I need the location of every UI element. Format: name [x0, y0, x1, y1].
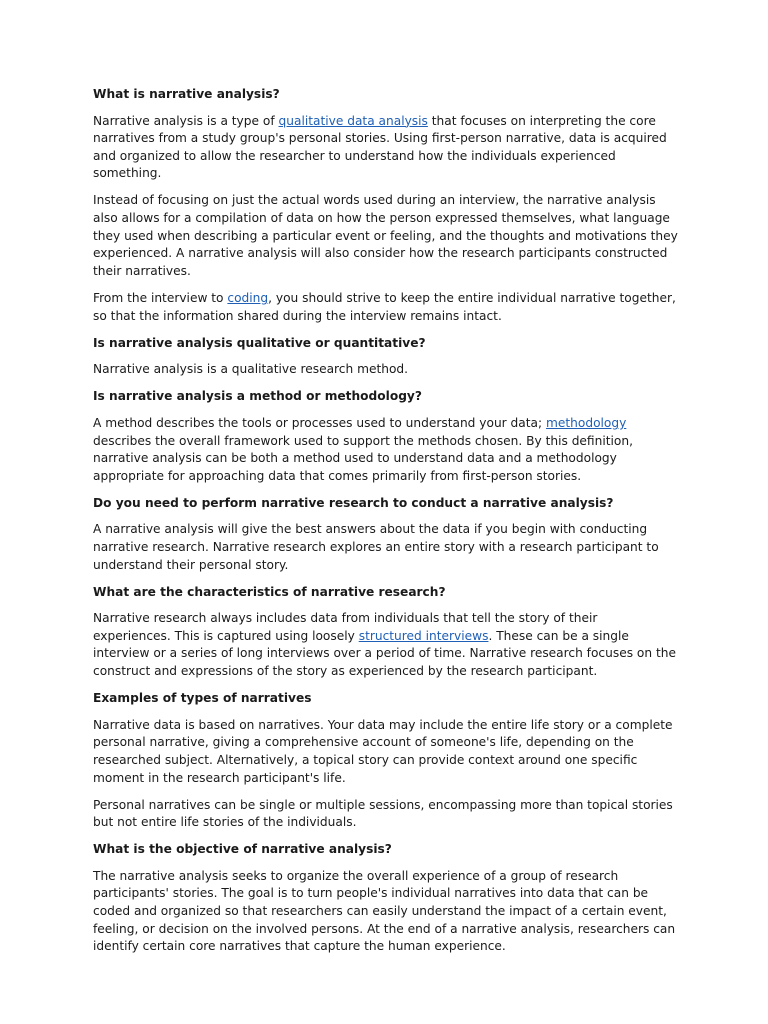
paragraph-qualitative-method: Narrative analysis is a qualitative research method. [93, 362, 409, 377]
heading-need-narrative-research: Do you need to perform narrative research to conduct a narrative analysis? [93, 495, 614, 510]
paragraph-instead-of-focusing: Instead of focusing on just the actual words used during an interview, the narrative analysis also allows for a compilation of data on how the person expressed themselves, what language they used when describing a particular event or feeling, and the thoughts and motivations they experienced. A narrative analysis will also consider how the research participants constructed their narratives. [93, 193, 678, 278]
heading-qualitative-or-quantitative: Is narrative analysis qualitative or quantitative? [93, 335, 426, 350]
paragraph-best-answers: A narrative analysis will give the best answers about the data if you begin with conducting narrative research. Narrative research explores an entire story with a research participant to understand their personal story. [93, 522, 659, 572]
heading-characteristics: What are the characteristics of narrative research? [93, 584, 446, 599]
paragraph-from-interview: From the interview to coding, you should strive to keep the entire individual narrative together, so that the information shared during the interview remains intact. [93, 290, 676, 323]
paragraph-method-description: A method describes the tools or processes used to understand your data; methodology describes the overall framework used to support the methods chosen. By this definition, narrative analysis can be both a method used to understand data and a methodology appropriate for approaching data that comes primarily from first-person stories. [93, 415, 633, 483]
heading-what-is-narrative-analysis: What is narrative analysis? [93, 87, 280, 101]
paragraph-narrative-data: Narrative data is based on narratives. Your data may include the entire life story or a complete personal narrative, giving a comprehensive account of someone's life, depending on the researched subject. Alternatively, a topical story can provide context around one specific moment in the research participant's life. [93, 717, 673, 785]
heading-objective: What is the objective of narrative analysis? [93, 842, 392, 857]
paragraph-characteristics: Narrative research always includes data from individuals that tell the story of their experiences. This is captured using loosely structured interviews. These can be a single interview or a series of long interviews over a period of time. Narrative research focuses on the construct and expressions of the story as experienced by the research participant. [93, 611, 676, 679]
link-coding[interactable]: coding [227, 290, 269, 305]
link-structured-interviews[interactable]: structured interviews [358, 628, 489, 643]
link-methodology[interactable]: methodology [546, 415, 627, 430]
paragraph-definition: Narrative analysis is a type of qualitative data analysis that focuses on interpreting the core narratives from a study group's personal stories. Using first-person narrative, data is acquired and organized to allow the researcher to understand how the individuals experienced something. [93, 113, 667, 181]
heading-types-of-narratives: Examples of types of narratives [93, 691, 312, 706]
paragraph-objective: The narrative analysis seeks to organize the overall experience of a group of research participants' stories. The goal is to turn people's individual narratives into data that can be coded and organized so that researchers can easily understand the impact of a certain event, feeling, or decision on the involved persons. At the end of a narrative analysis, researchers can identify certain core narratives that capture the human experience. [93, 868, 676, 954]
link-qualitative-data-analysis[interactable]: qualitative data analysis [278, 113, 428, 128]
paragraph-personal-narratives: Personal narratives can be single or multiple sessions, encompassing more than topical stories but not entire life stories of the individuals. [93, 797, 673, 830]
heading-method-or-methodology: Is narrative analysis a method or methodology? [93, 389, 422, 404]
